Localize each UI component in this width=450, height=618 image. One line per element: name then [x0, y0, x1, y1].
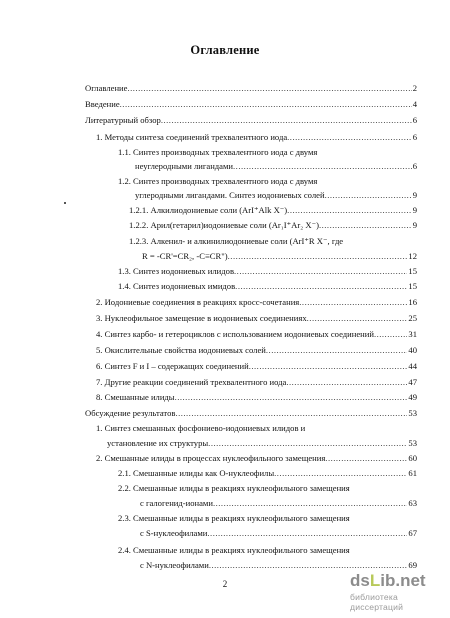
dot-leader — [325, 189, 412, 202]
toc-entry-label: 2. Иодониевые соединения в реакциях кросс-сочетания — [96, 297, 300, 307]
dot-leader — [287, 131, 412, 144]
dot-leader — [234, 265, 407, 278]
toc-entry-continuation: с N-нуклеофилами — [140, 560, 209, 570]
toc-entry — [135, 189, 417, 202]
toc-entry — [96, 391, 417, 404]
toc-entry — [140, 527, 417, 540]
toc-entry-label: 1.2.1. Алкилиодониевые соли (ArI⁺Alk X⁻) — [129, 205, 288, 215]
toc-entry-page: 40 — [408, 345, 417, 355]
toc-entry-label: 1. Методы синтеза соединений трехвалентного иода — [96, 132, 288, 142]
toc-entry — [142, 250, 417, 263]
toc-entry-label: Введение — [85, 99, 120, 109]
toc-entry-label: 2.4. Смешанные илиды в реакциях нуклеофильного замещения — [118, 545, 350, 555]
dot-leader — [325, 452, 407, 465]
toc-entry — [96, 452, 417, 465]
toc-entry-page: 12 — [408, 251, 417, 261]
toc-entry — [96, 328, 417, 341]
toc-entry-continuation: неуглеродными лигандами — [135, 161, 234, 171]
watermark-logo — [350, 572, 450, 590]
toc-entry-label: 3. Нуклеофильное замещение в иодониевых соединениях — [96, 313, 307, 323]
toc-entry-page: 6 — [412, 115, 417, 125]
dot-leader — [249, 360, 408, 373]
toc-entry-page: 9 — [412, 220, 417, 230]
toc-entry-page: 61 — [408, 468, 417, 478]
toc-entry — [96, 312, 417, 325]
dot-leader — [161, 114, 412, 127]
toc-entry-label: 1.2.2. Арил(гетарил)иодониевые соли (Ar₁I⁺Ar₂ X⁻) — [129, 220, 319, 230]
toc-entry-label: 7. Другие реакции соединений трехвалентного иода — [96, 377, 287, 387]
dot-leader — [213, 497, 407, 510]
toc-entry-label: 1.2.3. Алкенил- и алкинилиодониевые соли (ArI⁺R X⁻, где — [129, 236, 344, 246]
toc-entry-label: 8. Смешанные илиды — [96, 392, 175, 402]
toc-entry-label: 2. Смешанные илиды в процессах нуклеофильного замещения — [96, 453, 326, 463]
toc-entry-page: 15 — [408, 281, 417, 291]
toc-entry-label: 2.2. Смешанные илиды в реакциях нуклеофильного замещения — [118, 483, 350, 493]
toc-entry — [129, 204, 417, 217]
toc-entry-label: Литературный обзор — [85, 115, 161, 125]
dot-leader — [175, 407, 407, 420]
toc-entry — [129, 219, 417, 232]
toc-entry-page: 31 — [408, 329, 417, 339]
dot-leader — [287, 204, 412, 217]
toc-entry-page: 16 — [408, 297, 417, 307]
toc-entry-label: 1.3. Синтез иодониевых илидов — [118, 266, 235, 276]
scan-speck — [64, 202, 66, 204]
watermark-logo-mid: L — [369, 571, 381, 590]
toc-entry — [118, 265, 417, 278]
toc-entry — [140, 497, 417, 510]
toc-entry-page: 49 — [408, 392, 417, 402]
page-title: Оглавление — [190, 43, 260, 57]
toc-entry-page: 9 — [412, 190, 417, 200]
dot-leader — [266, 344, 408, 357]
dot-leader — [120, 98, 412, 111]
toc-entry-label: 1.1. Синтез производных трехвалентного иода с двумя — [118, 147, 318, 157]
toc-entry — [118, 280, 417, 293]
watermark — [350, 572, 450, 616]
toc-entry-label: Обсуждение результатов — [85, 408, 176, 418]
toc-entry-page: 9 — [412, 205, 417, 215]
toc-entry-label: 2.1. Смешанные илиды как О-нуклеофилы — [118, 468, 275, 478]
toc-entry-page: 63 — [408, 498, 417, 508]
toc-entry-label: 6. Синтез F и I – содержащих соединений — [96, 361, 249, 371]
watermark-subtitle: библиотека диссертаций — [350, 592, 404, 612]
toc-entry-page: 67 — [408, 528, 417, 538]
toc-entry — [85, 98, 417, 111]
dot-leader — [235, 280, 407, 293]
toc-entry-label: 2.3. Смешанные илиды в реакциях нуклеофильного замещения — [118, 513, 350, 523]
watermark-logo-prefix: ds — [350, 571, 370, 590]
toc-entry-label: 5. Окислительные свойства иодониевых солей — [96, 345, 266, 355]
dot-leader — [286, 376, 407, 389]
toc-entry-page: 2 — [412, 83, 417, 93]
toc-entry-page: 6 — [412, 161, 417, 171]
page-number: 2 — [222, 579, 228, 589]
toc-entry-label: 1.4. Синтез иодониевых имидов — [118, 281, 236, 291]
toc-entry-page: 60 — [408, 453, 417, 463]
toc-entry — [96, 131, 417, 144]
toc-entry — [85, 407, 417, 420]
toc-entry — [96, 360, 417, 373]
dot-leader — [319, 219, 412, 232]
toc-entry — [118, 467, 417, 480]
toc-entry — [85, 114, 417, 127]
toc-entry-page: 53 — [408, 408, 417, 418]
toc-entry-page: 6 — [412, 132, 417, 142]
toc-entry-page: 25 — [408, 313, 417, 323]
dot-leader — [299, 296, 407, 309]
toc-entry-continuation: R = -CR'=CR₂, -C≡CR") — [142, 251, 228, 261]
toc-entry-page: 4 — [412, 99, 417, 109]
toc-entry — [96, 344, 417, 357]
toc-entry-page: 53 — [408, 438, 417, 448]
toc-entry — [85, 82, 417, 95]
toc-entry — [96, 296, 417, 309]
toc-entry-page: 44 — [408, 361, 417, 371]
toc-entry-page: 15 — [408, 266, 417, 276]
toc-entry-page: 47 — [408, 377, 417, 387]
toc-entry-continuation: с S-нуклеофилами — [140, 528, 208, 538]
dot-leader — [208, 437, 407, 450]
dot-leader — [374, 328, 407, 341]
toc-entry-label: 1.2. Синтез производных трехвалентного иода с двумя — [118, 176, 318, 186]
toc-entry — [96, 376, 417, 389]
toc-entry-label: Оглавление — [85, 83, 128, 93]
watermark-logo-suffix: ib.net — [380, 571, 426, 590]
dot-leader — [307, 312, 408, 325]
toc-entry-page: 69 — [408, 560, 417, 570]
toc-entry-continuation: с галогенид-ионами — [140, 498, 213, 508]
dot-leader — [127, 82, 411, 95]
toc-entry-label: 4. Синтез карбо- и гетероциклов с использованием иодониевых соединений — [96, 329, 374, 339]
dot-leader — [207, 527, 407, 540]
dot-leader — [228, 250, 408, 263]
toc-entry-continuation: углеродными лигандами. Синтез иодониевых солей — [135, 190, 325, 200]
toc-entry — [107, 437, 417, 450]
dot-leader — [233, 160, 412, 173]
toc-entry-continuation: установление их структуры — [107, 438, 209, 448]
dot-leader — [274, 467, 407, 480]
toc-entry — [135, 160, 417, 173]
dot-leader — [175, 391, 408, 404]
toc-entry-label: 1. Синтез смешанных фосфониево-иодониевых илидов и — [96, 423, 306, 433]
